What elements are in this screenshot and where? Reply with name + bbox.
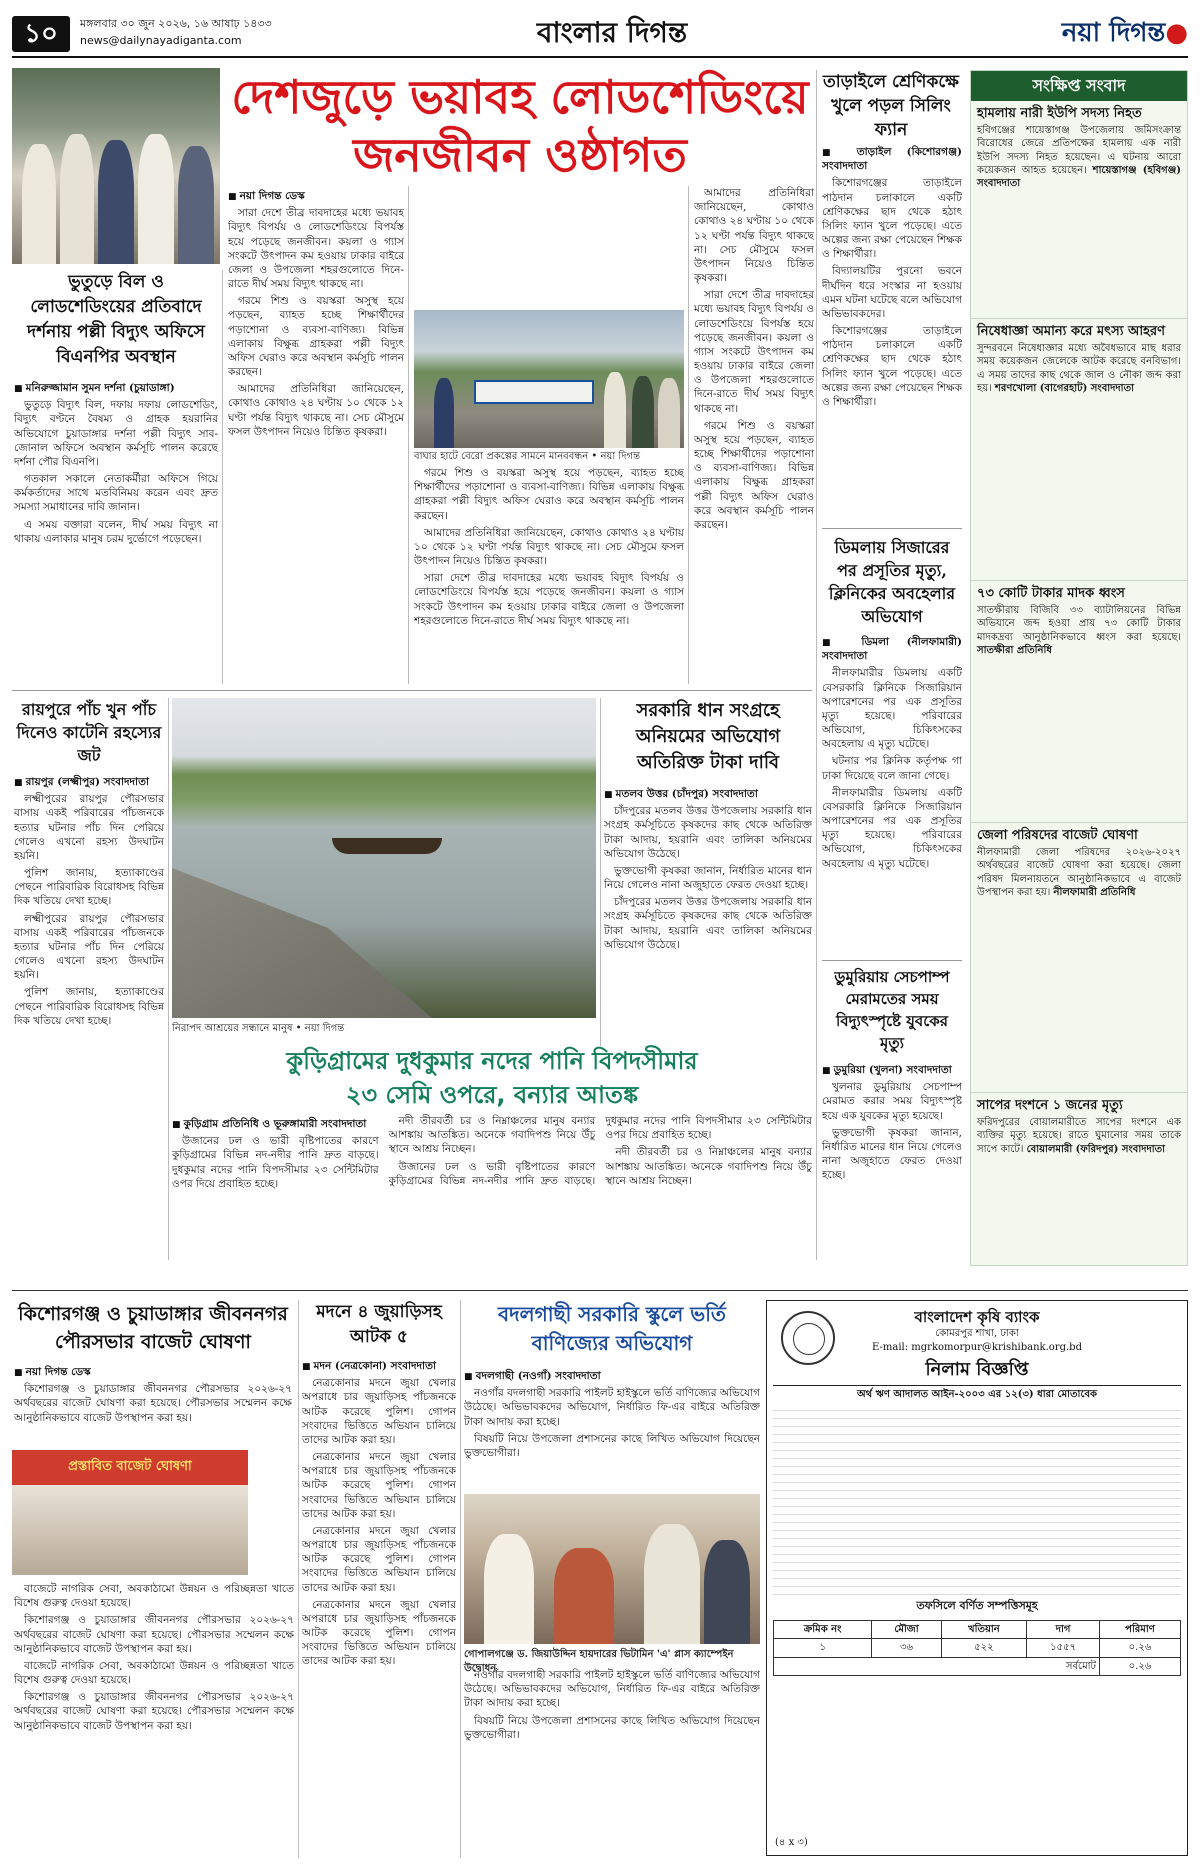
budget-body: [14, 1582, 294, 1858]
sidebar-item-body: [977, 604, 1181, 657]
table-cell: ৩৬: [872, 1639, 941, 1658]
madan-headline: মদনে ৪ জুয়াড়িসহ আটক ৫: [316, 1302, 442, 1347]
sidebar-item-body: [977, 846, 1181, 899]
flood-para: উজানের ঢল ও ভারী বৃষ্টিপাতের কারণে কুড়িগ্রামের বিভিন্ন নদ-নদীর পানি দ্রুত বাড়ছে। দুধকুমার নদের পানি বিপদসীমার ২৩ সেন্টিমিটার ওপর দিয়ে প্রবাহিত হচ্ছে।: [172, 1135, 379, 1190]
table-cell: ১৫৫৭: [1027, 1639, 1100, 1658]
rice-para: চাঁদপুরের মতলব উত্তর উপজেলায় সরকারি ধান সংগ্রহ কর্মসূচিতে কৃষকদের কাছ থেকে অতিরিক্ত টাকা আদায়, হয়রানি এবং তালিকা অনিয়মের অভিযোগ উঠেছে।: [604, 805, 812, 860]
madan-body: [302, 1356, 456, 1858]
fan-para: কিশোরগঞ্জের তাড়াইলে পাঠদান চলাকালে একটি শ্রেণিকক্ষের ছাদ থেকে হঠাৎ সিলিং ফ্যান খুলে পড়েছে। এতে অল্পের জন্য রক্ষা পেয়েছেন শিক্ষক ও শিক্ষার্থীরা।: [822, 325, 962, 408]
raipur-para: লক্ষ্মীপুরের রায়পুর পৌরসভার বাসায় একই পরিবারের পাঁচজনকে হত্যার ঘটনার পাঁচ দিন পেরিয়ে গেলেও এখনো রহস্য উদঘাটন হয়নি।: [14, 912, 164, 982]
sidebar-item-text: ফরিদপুরের বোয়ালমারীতে সাপের দংশনে এক ব্যক্তির মৃত্যু হয়েছে। রাতে ঘুমানোর সময় তাকে সাপে কাটে।: [977, 1117, 1181, 1155]
budget-para: বাজেটে নাগরিক সেবা, অবকাঠামো উন্নয়ন ও পরিচ্ছন্নতা খাতে বিশেষ গুরুত্ব দেওয়া হয়েছে।: [14, 1659, 294, 1687]
sidebar-item-text: নীলফামারী জেলা পরিষদের ২০২৬-২০২৭ অর্থবছরের বাজেট ঘোষণা করা হয়েছে। জেলা পরিষদ মিলনায়তনে আনুষ্ঠানিকভাবে এ বাজেট উপস্থাপন করা হয়।: [977, 847, 1181, 898]
newspaper-logo: [1062, 16, 1188, 51]
sidebar-item-headline: ৭৩ কোটি টাকার মাদক ধ্বংস: [977, 585, 1125, 601]
table-total-label: সর্বমোট: [774, 1657, 1100, 1676]
darshana-para: এ সময় বক্তারা বলেন, দীর্ঘ সময় বিদ্যুৎ না থাকায় এলাকার মানুষ চরম দুর্ভোগে পড়েছেন।: [14, 518, 218, 545]
protest-photo-1: [12, 68, 220, 264]
table-cell: ১: [774, 1639, 872, 1658]
lead-para: গরমে শিশু ও বয়স্করা অসুস্থ হয়ে পড়ছেন, ব্যাহত হচ্ছে শিক্ষার্থীদের পড়াশোনা ও ব্যবসা-বাণিজ্য। বিভিন্ন এলাকায় বিক্ষুব্ধ গ্রাহকরা পল্লী বিদ্যুৎ অফিস ঘেরাও করে অবস্থান কর্মসূচি পালন করছেন।: [414, 467, 684, 522]
table-cell: ০.২৬: [1099, 1639, 1180, 1658]
madan-para: নেত্রকোনার মদনে জুয়া খেলার অপরাধে চার জুয়াড়িসহ পাঁচজনকে আটক করেছে পুলিশ। গোপন সংবাদের ভিত্তিতে অভিযান চালিয়ে তাদের আটক করা হয়।: [302, 1598, 456, 1668]
madan-para: নেত্রকোনার মদনে জুয়া খেলার অপরাধে চার জুয়াড়িসহ পাঁচজনকে আটক করেছে পুলিশ। গোপন সংবাদের ভিত্তিতে অভিযান চালিয়ে তাদের আটক করা হয়।: [302, 1451, 456, 1520]
flood-byline: ■ কুড়িগ্রাম প্রতিনিধি ও ভূরুঙ্গামারী সংবাদদাতা: [172, 1117, 379, 1131]
table-header: মৌজা: [872, 1620, 941, 1639]
flood-para: উজানের ঢল ও ভারী বৃষ্টিপাতের কারণে কুড়িগ্রামের বিভিন্ন নদ-নদীর পানি দ্রুত বাড়ছে। দুধকুমার নদের পানি বিপদসীমার ২৩ সেন্টিমিটার ওপর দিয়ে প্রবাহিত হচ্ছে।: [388, 1115, 812, 1187]
sidebar-title: সংক্ষিপ্ত সংবাদ: [971, 71, 1187, 101]
column-rule: [816, 70, 817, 1260]
sidebar-item-source: বোয়ালমারী (ফরিদপুর) সংবাদদাতা: [1026, 1143, 1166, 1155]
budget-byline-wrap: [14, 1362, 292, 1442]
photo-figure: [704, 1540, 750, 1644]
column-rule: [222, 270, 223, 684]
raipur-byline: ■ রায়পুর (লক্ষ্মীপুর) সংবাদদাতা: [14, 775, 164, 789]
sidebar-item-headline: জেলা পরিষদের বাজেট ঘোষণা: [977, 827, 1138, 843]
photo-figure: [632, 376, 654, 448]
raipur-headline: রায়পুরে পাঁচ খুন পাঁচ দিনেও কাটেনি রহস্যের জট: [16, 700, 162, 765]
sidebar-item: [971, 101, 1187, 319]
darshana-body: [14, 378, 218, 684]
flood-para: নদী তীরবর্তী চর ও নিম্নাঞ্চলের মানুষ বন্যার আশঙ্কায় আতঙ্কিত। অনেকে গবাদিপশু নিয়ে উঁচু স্থানে আশ্রয় নিচ্ছেন।: [605, 1146, 812, 1187]
column-rule: [460, 1300, 461, 1858]
school-para: নওগাঁর বদলগাছী সরকারি পাইলট হাইস্কুলে ভর্তি বাণিজ্যের অভিযোগ উঠেছে। অভিভাবকদের অভিযোগ, নির্ধারিত ফি-এর বাইরে অতিরিক্ত টাকা আদায় করা হচ্ছে।: [464, 1387, 760, 1428]
ad-subtitle: অর্থ ঋণ আদালত আইন-২০০৩ এর ১২(৩) ধারা মোতাবেক: [856, 1388, 1098, 1400]
budget-banner-text: প্রস্তাবিত বাজেট ঘোষণা: [68, 1459, 192, 1474]
ad-org-name: বাংলাদেশ কৃষি ব্যাংক: [914, 1308, 1040, 1326]
lead-body-col-1: [228, 186, 404, 684]
flood-para: নদী তীরবর্তী চর ও নিম্নাঞ্চলের মানুষ বন্যার আশঙ্কায় আতঙ্কিত। অনেকে গবাদিপশু নিয়ে উঁচু স্থানে আশ্রয় নিচ্ছেন।: [388, 1115, 596, 1156]
sidebar-item-headline: সাপের দংশনে ১ জনের মৃত্যু: [977, 1097, 1123, 1113]
lead-byline: ■ নয়া দিগন্ত ডেস্ক: [228, 189, 404, 203]
ad-header: [773, 1307, 1181, 1401]
lead-headline-line-1: দেশজুড়ে ভয়াবহ লোডশেডিংয়ে: [231, 70, 809, 124]
lead-protest-photo: [414, 310, 684, 448]
vitamin-para: বিষয়টি নিয়ে উপজেলা প্রশাসনের কাছে লিখিত অভিযোগ দিয়েছেন ভুক্তভোগীরা।: [464, 1714, 760, 1741]
lead-para: আমাদের প্রতিনিধিরা জানিয়েছেন, কোথাও কোথাও ২৪ ঘণ্টায় ১০ থেকে ১২ ঘণ্টা পর্যন্ত বিদ্যুৎ থাকছে না। সেচ মৌসুমে ফসল উৎপাদন নিয়েও চিন্তিত কৃষকরা।: [694, 187, 814, 285]
budget-photo: [12, 1450, 248, 1575]
lead-headline: [226, 68, 814, 184]
dimla-para: নীলফামারীর ডিমলায় একটি বেসরকারি ক্লিনিকে সিজারিয়ান অপারেশনের পর এক প্রসূতির মৃত্যু হয়েছে। পরিবারের অভিযোগ, চিকিৎসকের অবহেলায় এ মৃত্যু ঘটেছে।: [822, 786, 962, 870]
sidebar-item: [971, 581, 1187, 823]
bank-seal-icon: [781, 1311, 835, 1365]
raipur-para: পুলিশ জানায়, হত্যাকাণ্ডের পেছনে পারিবারিক বিরোধসহ বিভিন্ন দিক খতিয়ে দেখা হচ্ছে।: [14, 986, 164, 1027]
flood-photo: [172, 698, 596, 1018]
dimla-headline: ডিমলায় সিজারের পর প্রসূতির মৃত্যু, ক্লিনিকের অবহেলার অভিযোগ: [828, 538, 956, 626]
lead-body-col-2: [414, 466, 684, 684]
property-schedule-table: [773, 1620, 1181, 1677]
sidebar-item-source: শরণখোলা (বাগেরহাট) সংবাদদাতা: [994, 382, 1134, 394]
budget-para: কিশোরগঞ্জ ও চুয়াডাঙ্গার জীবননগর পৌরসভার ২০২৬-২৭ অর্থবছরের বাজেট ঘোষণা করা হয়েছে। পৌরসভার সম্মেলন কক্ষে আনুষ্ঠানিকভাবে বাজেট উপস্থাপন করা হয়।: [14, 1383, 292, 1424]
flood-photo-caption: নিরাপদ আশ্রয়ের সন্ধানে মানুষ • নয়া দিগন্ত: [172, 1023, 345, 1034]
budget-byline: ■ নয়া দিগন্ত ডেস্ক: [14, 1365, 292, 1379]
lead-para: আমাদের প্রতিনিধিরা জানিয়েছেন, কোথাও কোথাও ২৪ ঘণ্টায় ১০ থেকে ১২ ঘণ্টা পর্যন্ত বিদ্যুৎ থাকছে না। সেচ মৌসুমে ফসল উৎপাদন নিয়েও চিন্তিত কৃষকরা।: [414, 526, 684, 568]
darshana-byline: ■ মনিরুজ্জামান সুমন দর্শনা (চুয়াডাঙ্গা): [14, 381, 218, 395]
column-rule: [298, 1300, 299, 1858]
madan-para: নেত্রকোনার মদনে জুয়া খেলার অপরাধে চার জুয়াড়িসহ পাঁচজনকে আটক করেছে পুলিশ। গোপন সংবাদের ভিত্তিতে অভিযান চালিয়ে তাদের আটক করা হয়।: [302, 1377, 456, 1446]
fan-headline: তাড়াইলে শ্রেণিকক্ষে খুলে পড়ল সিলিং ফ্যান: [823, 72, 959, 140]
sidebar-item-headline: নিষেধাজ্ঞা অমান্য করে মৎস্য আহরণ: [977, 323, 1166, 339]
auction-notice-ad: [766, 1300, 1188, 1856]
column-rule: [688, 186, 689, 684]
darshana-para: গতকাল সকালে নেতাকর্মীরা অফিসে গিয়ে কর্মকর্তাদের সাথে মতবিনিময় করেন এবং দ্রুত সমস্যা সমাধানের দাবি জানান।: [14, 473, 218, 514]
table-header: পরিমাণ: [1099, 1620, 1180, 1639]
madan-byline: ■ মদন (নেত্রকোনা) সংবাদদাতা: [302, 1359, 456, 1373]
page-header: [12, 14, 1188, 58]
raipur-para: লক্ষ্মীপুরের রায়পুর পৌরসভার বাসায় একই পরিবারের পাঁচজনকে হত্যার ঘটনার পাঁচ দিন পেরিয়ে গেলেও এখনো রহস্য উদঘাটন হয়নি।: [14, 793, 164, 862]
column-rule: [408, 186, 409, 684]
logo-text: নয়া দিগন্ত: [1061, 18, 1166, 48]
lead-para: সারা দেশে তীব্র দাবদাহের মধ্যে ভয়াবহ বিদ্যুৎ বিপর্যয় ও লোডশেডিংয়ে বিপর্যস্ত হয়ে পড়েছে জনজীবন। কয়লা ও গ্যাস সংকটে উৎপাদন কম হওয়ায় ঢাকার বাইরে জেলা ও উপজেলা শহরগুলোতে দিনে-রাতে দীর্ঘ সময় বিদ্যুৎ থাকছে না।: [414, 572, 684, 627]
sidebar-item-body: [977, 342, 1181, 395]
protest-banner: [474, 380, 594, 404]
table-header: খতিয়ান: [941, 1620, 1027, 1639]
sidebar-item-source: শায়েস্তাগঞ্জ (হবিগঞ্জ) সংবাদদাতা: [977, 164, 1181, 189]
dumuria-para: ভুক্তভোগী কৃষকরা জানান, নির্ধারিত মানের ধান নিয়ে গেলেও নানা অজুহাতে ফেরত দেওয়া হচ্ছে।: [822, 1126, 962, 1182]
raipur-body: [14, 772, 164, 1260]
lead-para: আমাদের প্রতিনিধিরা জানিয়েছেন, কোথাও কোথাও ২৪ ঘণ্টায় ১০ থেকে ১২ ঘণ্টা পর্যন্ত বিদ্যুৎ থাকছে না। সেচ মৌসুমে ফসল উৎপাদন নিয়েও চিন্তিত কৃষকরা।: [228, 383, 404, 438]
ad-email[interactable]: E-mail: mgrkomorpur@krishibank.org.bd: [872, 1341, 1082, 1353]
school-headline: বদলগাছী সরকারি স্কুলে ভর্তি বাণিজ্যের অভিযোগ: [498, 1302, 726, 1355]
sidebar-item-body: [977, 124, 1181, 190]
flood-headline-line-1: কুড়িগ্রামের দুধকুমার নদের পানি বিপদসীমার: [286, 1047, 698, 1075]
raipur-para: পুলিশ জানায়, হত্যাকাণ্ডের পেছনে পারিবারিক বিরোধসহ বিভিন্ন দিক খতিয়ে দেখা হচ্ছে।: [14, 867, 164, 908]
dumuria-byline: ■ ডুমুরিয়া (খুলনা) সংবাদদাতা: [822, 1063, 962, 1077]
sidebar-item-text: হবিগঞ্জের শায়েস্তাগঞ্জ উপজেলায় জমিসংক্রান্ত বিরোধের জেরে প্রতিপক্ষের হামলায় এক নারী ইউপি সদস্য নিহত হয়েছেন। এ ঘটনায় আরো কয়েকজন আহত হয়েছেন।: [977, 125, 1181, 176]
sidebar-item-text: সুন্দরবনে নিষেধাজ্ঞার মধ্যে অবৈধভাবে মাছ ধরার সময় কয়েকজন জেলেকে আটক করেছে বনবিভাগ। এ সময় তাদের কাছ থেকে জাল ও নৌকা জব্দ করা হয়।: [977, 343, 1181, 394]
budget-headline: কিশোরগঞ্জ ও চুয়াডাঙ্গার জীবননগর পৌরসভার বাজেট ঘোষণা: [18, 1303, 288, 1353]
school-para: বিষয়টি নিয়ে উপজেলা প্রশাসনের কাছে লিখিত অভিযোগ দিয়েছেন ভুক্তভোগীরা।: [464, 1432, 760, 1459]
dimla-byline: ■ ডিমলা (নীলফামারী) সংবাদদাতা: [822, 635, 962, 663]
section-title: বাংলার দিগন্ত: [536, 16, 688, 49]
budget-para: কিশোরগঞ্জ ও চুয়াডাঙ্গার জীবননগর পৌরসভার ২০২৬-২৭ অর্থবছরের বাজেট ঘোষণা করা হয়েছে। পৌরসভার সম্মেলন কক্ষে আনুষ্ঠানিকভাবে বাজেট উপস্থাপন করা হয়।: [14, 1691, 294, 1732]
page-number: ১০: [12, 16, 70, 52]
dumuria-headline: ডুমুরিয়ায় সেচপাম্প মেরামতের সময় বিদ্যুৎস্পৃষ্টে যুবকের মৃত্যু: [834, 968, 950, 1052]
photo-figure: [22, 144, 56, 264]
section-divider: [12, 1290, 1188, 1291]
ad-fine-print: [773, 1405, 1181, 1595]
lead-para: সারা দেশে তীব্র দাবদাহের মধ্যে ভয়াবহ বিদ্যুৎ বিপর্যয় ও লোডশেডিংয়ে বিপর্যস্ত হয়ে পড়েছে জনজীবন। কয়লা ও গ্যাস সংকটে উৎপাদন কম হওয়ায় ঢাকার বাইরে জেলা ও উপজেলা শহরগুলোতে দিনে-রাতে দীর্ঘ সময় বিদ্যুৎ থাকছে না।: [694, 289, 814, 415]
vitamin-campaign-photo: [464, 1494, 760, 1644]
logo-dot-icon: ●: [1165, 18, 1188, 48]
ad-table-title: তফসিলে বর্ণিত সম্পত্তিসমূহ: [916, 1599, 1038, 1613]
table-header: ক্রমিক নং: [774, 1620, 872, 1639]
dimla-body: [822, 632, 962, 954]
ad-branch: কোমরপুর শাখা, ঢাকা: [935, 1328, 1019, 1340]
short-news-sidebar: [970, 70, 1188, 1266]
date-line: মঙ্গলবার ৩০ জুন ২০২৬, ১৬ আষাঢ় ১৪৩৩: [80, 17, 272, 30]
rice-para: ভুক্তভোগী কৃষকরা জানান, নির্ধারিত মানের ধান নিয়ে গেলেও নানা অজুহাতে ফেরত দেওয়া হচ্ছে।: [604, 864, 812, 892]
fan-para: কিশোরগঞ্জের তাড়াইলে পাঠদান চলাকালে একটি শ্রেণিকক্ষের ছাদ থেকে হঠাৎ সিলিং ফ্যান খুলে পড়েছে। এতে অল্পের জন্য রক্ষা পেয়েছেন শিক্ষক ও শিক্ষার্থীরা।: [822, 177, 962, 261]
flood-body: [172, 1114, 812, 1260]
vitamin-body: [464, 1668, 760, 1858]
column-rule: [600, 698, 601, 1046]
rice-byline: ■ মতলব উত্তর (চাঁদপুর) সংবাদদাতা: [604, 787, 812, 801]
budget-side-body: [254, 1450, 294, 1575]
ad-notice-title: নিলাম বিজ্ঞপ্তি: [773, 1358, 1181, 1385]
lead-body-col-3: [694, 186, 814, 684]
rice-body: [604, 784, 812, 1046]
table-total: ০.২৬: [1099, 1657, 1180, 1676]
dimla-para: নীলফামারীর ডিমলায় একটি বেসরকারি ক্লিনিকে সিজারিয়ান অপারেশনের পর এক প্রসূতির মৃত্যু হয়েছে। পরিবারের অভিযোগ, চিকিৎসকের অবহেলায় এ মৃত্যু ঘটেছে।: [822, 667, 962, 751]
sidebar-item-source: নীলফামারী প্রতিনিধি: [1053, 886, 1136, 898]
photo-figure: [178, 146, 214, 264]
flood-headline-line-2: ২৩ সেমি ওপরে, বন্যার আতঙ্ক: [345, 1081, 639, 1109]
section-divider: [12, 690, 812, 691]
dumuria-body: [822, 1060, 962, 1260]
dimla-para: ঘটনার পর ক্লিনিক কর্তৃপক্ষ গা ঢাকা দিয়েছে বলে জানা গেছে।: [822, 755, 962, 782]
school-byline: ■ বদলগাছী (নওগাঁ) সংবাদদাতা: [464, 1369, 760, 1383]
sidebar-item: [971, 1093, 1187, 1160]
vitamin-para: নওগাঁর বদলগাছী সরকারি পাইলট হাইস্কুলে ভর্তি বাণিজ্যের অভিযোগ উঠেছে। অভিভাবকদের অভিযোগ, নির্ধারিত ফি-এর বাইরে অতিরিক্ত টাকা আদায় করা হচ্ছে।: [464, 1669, 760, 1710]
story-divider: [822, 528, 962, 529]
sidebar-item-body: [977, 1116, 1181, 1156]
sidebar-item-text: সাতক্ষীরায় বিজিবি ৩৩ ব্যাটালিয়নের বিভিন্ন অভিযানে জব্দ হওয়া প্রায় ৭৩ কোটি টাকার মাদকদ্রব্য আনুষ্ঠানিকভাবে ধ্বংস করা হয়েছে।: [977, 605, 1181, 643]
photo-figure: [484, 1534, 534, 1644]
photo-figure: [60, 134, 94, 264]
darshana-para: ভুতুড়ে বিদ্যুৎ বিল, দফায় দফায় লোডশেডিং, বিদ্যুৎ বণ্টনে বৈষম্য ও গ্রাহক হয়রানির অভিযোগে চুয়াডাঙ্গার দর্শনা পল্লী বিদ্যুৎ সাব-জোনাল অফিসে অবস্থান কর্মসূচি পালন করেছে দর্শনা পৌর বিএনপি।: [14, 399, 218, 468]
embankment: [172, 868, 432, 1018]
photo-figure: [434, 378, 454, 448]
header-email[interactable]: news@dailynayadiganta.com: [80, 34, 242, 47]
rice-para: চাঁদপুরের মতলব উত্তর উপজেলায় সরকারি ধান সংগ্রহ কর্মসূচিতে কৃষকদের কাছ থেকে অতিরিক্ত টাকা আদায়, হয়রানি এবং তালিকা অনিয়মের অভিযোগ উঠেছে।: [604, 896, 812, 951]
school-body: [464, 1366, 760, 1488]
sidebar-item: [971, 319, 1187, 581]
fan-byline: ■ তাড়াইল (কিশোরগঞ্জ) সংবাদদাতা: [822, 145, 962, 173]
fan-body: [822, 142, 962, 522]
rice-headline: সরকারি ধান সংগ্রহে অনিয়মের অভিযোগ অতিরিক্ত টাকা দাবি: [635, 700, 781, 773]
photo-figure: [138, 134, 174, 264]
vitamin-photo-caption: গোপালগঞ্জে ড. জিয়াউদ্দিন হায়দারের ভিটামিন 'এ' প্লাস ক্যাম্পেইন উদ্বোধন: [464, 1649, 734, 1674]
photo-figure: [604, 372, 626, 448]
lead-para: গরমে শিশু ও বয়স্করা অসুস্থ হয়ে পড়ছেন, ব্যাহত হচ্ছে শিক্ষার্থীদের পড়াশোনা ও ব্যবসা-বাণিজ্য। বিভিন্ন এলাকায় বিক্ষুব্ধ গ্রাহকরা পল্লী বিদ্যুৎ অফিস ঘেরাও করে অবস্থান কর্মসূচি পালন করছেন।: [228, 295, 404, 379]
photo-figure: [644, 1524, 700, 1644]
darshana-headline: ভুতুড়ে বিল ও লোডশেডিংয়ের প্রতিবাদে দর্শনায় পল্লী বিদ্যুৎ অফিসে বিএনপির অবস্থান: [27, 272, 205, 367]
table-cell: ৫২২: [941, 1639, 1027, 1658]
budget-para: বাজেটে নাগরিক সেবা, অবকাঠামো উন্নয়ন ও পরিচ্ছন্নতা খাতে বিশেষ গুরুত্ব দেওয়া হয়েছে।: [14, 1583, 294, 1610]
sidebar-item-headline: হামলায় নারী ইউপি সদস্য নিহত: [977, 105, 1142, 121]
boat: [332, 838, 442, 854]
table-row: [774, 1639, 1181, 1658]
flood-headline: [172, 1044, 812, 1112]
photo-figure: [98, 140, 134, 264]
photo-figure: [554, 1548, 614, 1644]
ad-ref: (৪ x ৩): [775, 1836, 808, 1848]
dumuria-para: খুলনার ডুমুরিয়ায় সেচপাম্প মেরামত করার সময় বিদ্যুৎস্পৃষ্ট হয়ে এক যুবকের মৃত্যু হয়েছে।: [822, 1081, 962, 1122]
budget-para: কিশোরগঞ্জ ও চুয়াডাঙ্গার জীবননগর পৌরসভার ২০২৬-২৭ অর্থবছরের বাজেট ঘোষণা করা হয়েছে। পৌরসভার সম্মেলন কক্ষে আনুষ্ঠানিকভাবে বাজেট উপস্থাপন করা হয়।: [14, 1614, 294, 1655]
column-rule: [168, 698, 169, 1260]
lead-photo-caption: বাঘার হাটে বেরো প্রকল্পের সামনে মানববন্ধন • নয়া দিগন্ত: [414, 451, 640, 462]
story-divider: [822, 960, 962, 961]
lead-para: গরমে শিশু ও বয়স্করা অসুস্থ হয়ে পড়ছেন, ব্যাহত হচ্ছে শিক্ষার্থীদের পড়াশোনা ও ব্যবসা-বাণিজ্য। বিভিন্ন এলাকায় বিক্ষুব্ধ গ্রাহকরা পল্লী বিদ্যুৎ অফিস ঘেরাও করে অবস্থান কর্মসূচি পালন করছেন।: [694, 419, 814, 531]
table-header: দাগ: [1027, 1620, 1100, 1639]
sidebar-item-source: সাতক্ষীরা প্রতিনিধি: [977, 644, 1052, 656]
lead-para: সারা দেশে তীব্র দাবদাহের মধ্যে ভয়াবহ বিদ্যুৎ বিপর্যয় ও লোডশেডিংয়ে বিপর্যস্ত হয়ে পড়েছে জনজীবন। কয়লা ও গ্যাস সংকটে উৎপাদন কম হওয়ায় ঢাকার বাইরে জেলা ও উপজেলা শহরগুলোতে দিনে-রাতে দীর্ঘ সময় বিদ্যুৎ থাকছে না।: [228, 207, 404, 291]
fan-para: বিদ্যালয়টির পুরনো ভবনে দীর্ঘদিন ধরে সংস্কার না হওয়ায় এমন ঘটনা ঘটেছে বলে অভিযোগ অভিভাবকদের।: [822, 265, 962, 320]
sidebar-item: [971, 823, 1187, 1093]
lead-headline-line-2: জনজীবন ওষ্ঠাগত: [353, 128, 687, 182]
table-row: [774, 1657, 1181, 1676]
photo-figure: [658, 378, 680, 448]
madan-para: নেত্রকোনার মদনে জুয়া খেলার অপরাধে চার জুয়াড়িসহ পাঁচজনকে আটক করেছে পুলিশ। গোপন সংবাদের ভিত্তিতে অভিযান চালিয়ে তাদের আটক করা হয়।: [302, 1524, 456, 1594]
